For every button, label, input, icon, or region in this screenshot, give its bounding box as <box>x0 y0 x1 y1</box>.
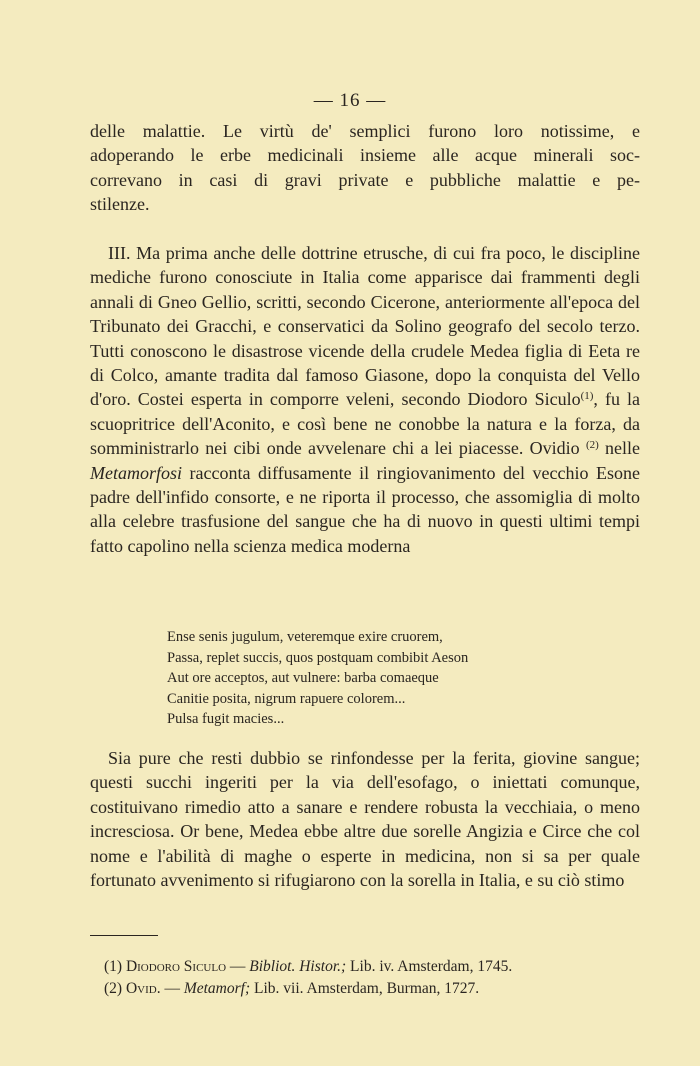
footnote-reference: (1) <box>580 390 594 403</box>
verse-line: Canitie posita, nigrum rapuere colorem... <box>167 690 406 707</box>
paragraph-line: stilenze. <box>90 194 150 215</box>
verse-line: Pulsa fugit macies... <box>167 711 285 727</box>
book-title: Metamorfosi <box>90 462 182 483</box>
footnote-author: Diodoro Siculo <box>125 958 227 975</box>
page-number: — 16 — <box>313 90 387 111</box>
footnote-details: Lib. vii. Amsterdam, Burman, 1727. <box>250 980 480 997</box>
footnote-reference: (2) <box>585 439 599 452</box>
footnote-author: Ovid. <box>125 980 161 997</box>
paragraph-medea-sisters <box>90 746 640 892</box>
footnote-title: Bibliot. Histor.; <box>249 958 347 975</box>
footnotes <box>104 956 624 1000</box>
verse-line: Passa, replet succis, quos postquam combibit Aeson <box>167 649 469 666</box>
paragraph-continuation <box>90 119 640 217</box>
verse-line: Ense senis jugulum, veteremque exire cruorem, <box>167 629 443 645</box>
footnote-dash: — <box>160 980 184 997</box>
footnote-details: Lib. iv. Amsterdam, 1745. <box>346 958 513 975</box>
paragraph-line: adoperando le erbe medicinali insieme alle acque minerali soc- <box>90 145 640 166</box>
paragraph-text: Sia pure che resti dubbio se rinfondesse per la ferita, giovine sangue; questi succhi ingeriti per la via dell'esofago, o iniettati comunque, costituivano rimedio atto a sanare e rendere robusta la vecchiaia, o meno incresciosa. Or bene, Medea ebbe altre due sorelle Angizia e Circe che col nome e l'abilità di maghe o esperte in medicina, non si sa per quale fortunato avvenimento si rifugiarono con la sorella in Italia, e su ciò stimo <box>90 748 640 891</box>
footnote-separator <box>90 935 158 936</box>
footnote-marker: (2) <box>104 980 123 997</box>
paragraph-text: nelle <box>598 438 641 459</box>
footnote-title: Metamorf; <box>183 980 251 997</box>
paragraph-text: racconta diffusamente il ringiovanimento del vecchio Esone padre dell'infido consorte, e ne riporta il processo, che assomiglia di molto alla celebre trasfusione del sangue che ha di nuovo in questi ultimi tempi fatto capolino nella scienza medica moderna <box>90 462 640 556</box>
paragraph-section-three <box>90 241 640 558</box>
footnote-marker: (1) <box>104 958 123 975</box>
verse-line: Aut ore acceptos, aut vulnere: barba comaeque <box>167 670 439 686</box>
footnote-dash: — <box>226 958 250 975</box>
paragraph-line: delle malattie. Le virtù de' semplici furono loro notissime, e <box>90 121 640 141</box>
paragraph-text: , fu la scuopritrice dell'Aconito, e così bene ne conobbe la natura e la forza, da somministrarlo nei cibi onde avvelenare chi a lei piacesse. Ovidio <box>90 389 640 459</box>
footnote <box>104 956 624 978</box>
paragraph-line: correvano in casi di gravi private e pubbliche malattie e pe- <box>90 169 640 190</box>
paragraph-text: III. Ma prima anche delle dottrine etrusche, di cui fra poco, le discipline mediche furono conosciute in Italia come apparisce dai frammenti degli annali di Gneo Gellio, scritti, secondo Cicerone, anteriormente all'epoca del Tribunato dei Gracchi, e conservatici da Solino geografo del secolo terzo. Tutti conoscono le disastrose vicende della crudele Medea figlia di Eeta re di Colco, amante tradita dal famoso Giasone, dopo la conquista del Vello d'oro. Costei esperta in comporre veleni, secondo Diodoro Siculo <box>90 243 640 410</box>
latin-verse-quotation <box>167 627 587 730</box>
footnote <box>104 978 624 1000</box>
